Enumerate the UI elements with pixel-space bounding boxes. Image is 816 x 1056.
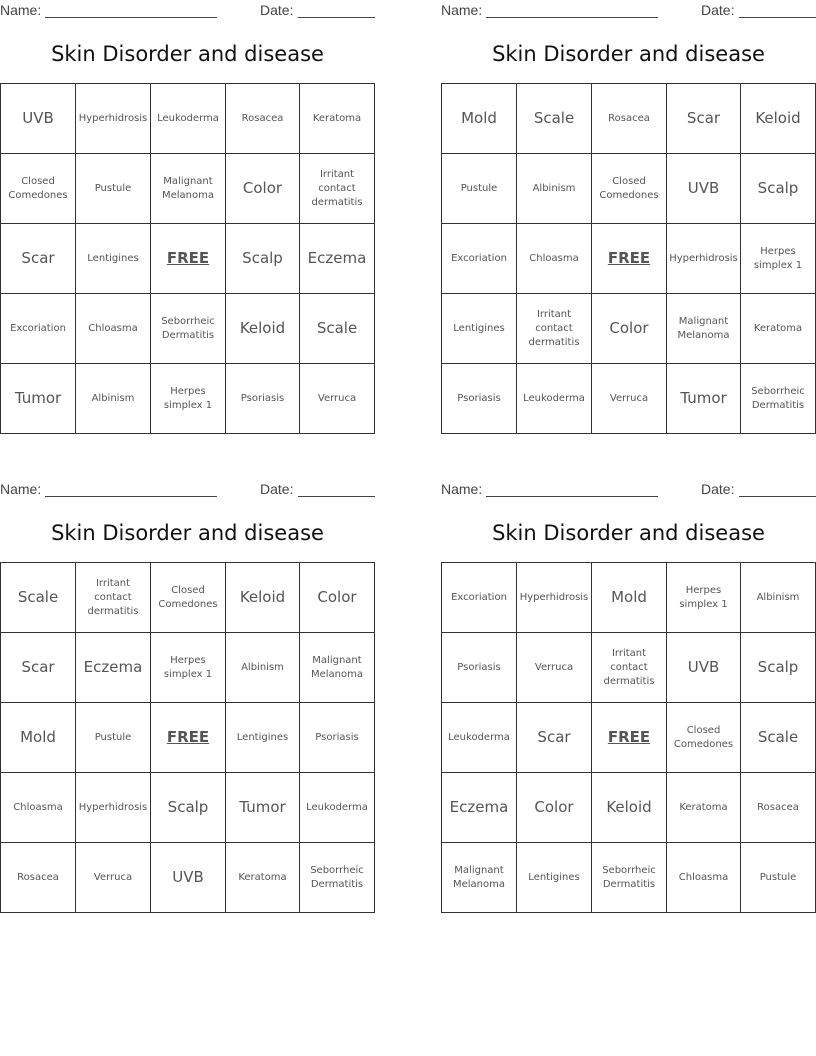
bingo-cell[interactable]: Chloasma <box>667 843 741 913</box>
bingo-cell[interactable]: Keratoma <box>226 843 300 913</box>
bingo-cell[interactable]: Scale <box>741 703 816 773</box>
bingo-cell[interactable]: Excoriation <box>1 294 76 364</box>
date-blank-line <box>739 17 816 18</box>
bingo-cell[interactable]: Psoriasis <box>226 364 300 434</box>
name-label: Name: <box>441 481 483 497</box>
bingo-cell[interactable]: Mold <box>1 703 76 773</box>
bingo-cell[interactable]: Malignant Melanoma <box>667 294 741 364</box>
bingo-cell[interactable]: Tumor <box>226 773 300 843</box>
bingo-cell[interactable]: Irritant contact dermatitis <box>517 294 592 364</box>
bingo-cell[interactable]: Keloid <box>226 563 300 633</box>
bingo-cell[interactable]: Pustule <box>76 703 151 773</box>
bingo-cell[interactable]: Keratoma <box>741 294 816 364</box>
bingo-cell[interactable]: Excoriation <box>442 224 517 294</box>
bingo-cell[interactable]: Verruca <box>592 364 667 434</box>
bingo-cell[interactable]: Keratoma <box>300 84 375 154</box>
bingo-cell[interactable]: Keratoma <box>667 773 741 843</box>
bingo-cell[interactable]: Mold <box>592 563 667 633</box>
bingo-cell[interactable]: Malignant Melanoma <box>442 843 517 913</box>
bingo-cell[interactable]: Malignant Melanoma <box>300 633 375 703</box>
date-label: Date: <box>260 481 294 497</box>
date-blank-line <box>298 496 375 497</box>
bingo-cell[interactable]: UVB <box>151 843 226 913</box>
bingo-grid <box>441 83 816 434</box>
free-space-cell[interactable]: FREE <box>151 703 226 773</box>
bingo-cell[interactable]: UVB <box>667 154 741 224</box>
bingo-cell[interactable]: Chloasma <box>76 294 151 364</box>
bingo-cell[interactable]: Rosacea <box>741 773 816 843</box>
bingo-grid <box>441 562 816 913</box>
bingo-cell[interactable]: Rosacea <box>226 84 300 154</box>
bingo-cell[interactable]: Chloasma <box>517 224 592 294</box>
bingo-cell[interactable]: Scar <box>1 224 76 294</box>
bingo-grid <box>0 83 375 434</box>
bingo-cell[interactable]: Pustule <box>442 154 517 224</box>
bingo-cell[interactable]: Herpes simplex 1 <box>667 563 741 633</box>
bingo-cell[interactable]: Psoriasis <box>442 633 517 703</box>
name-date-row <box>441 2 816 20</box>
bingo-cell[interactable]: Hyperhidrosis <box>76 773 151 843</box>
bingo-cell[interactable]: Tumor <box>1 364 76 434</box>
bingo-cell[interactable]: Psoriasis <box>300 703 375 773</box>
bingo-cell[interactable]: Herpes simplex 1 <box>151 633 226 703</box>
bingo-cell[interactable]: Scalp <box>151 773 226 843</box>
name-label: Name: <box>0 2 42 18</box>
bingo-cell[interactable]: Eczema <box>442 773 517 843</box>
bingo-cell[interactable]: Albinism <box>741 563 816 633</box>
name-blank-line <box>486 496 658 497</box>
bingo-cell[interactable]: Leukoderma <box>300 773 375 843</box>
bingo-cell[interactable]: Closed Comedones <box>592 154 667 224</box>
bingo-card-2 <box>441 0 816 440</box>
free-space-cell[interactable]: FREE <box>592 224 667 294</box>
card-title: Skin Disorder and disease <box>492 521 765 545</box>
bingo-cell[interactable]: Color <box>517 773 592 843</box>
bingo-cell[interactable]: Leukoderma <box>442 703 517 773</box>
bingo-cell[interactable]: Seborrheic Dermatitis <box>741 364 816 434</box>
bingo-cell[interactable]: Keloid <box>226 294 300 364</box>
bingo-cell[interactable]: Color <box>592 294 667 364</box>
bingo-cell[interactable]: Leukoderma <box>517 364 592 434</box>
name-blank-line <box>45 17 217 18</box>
bingo-cell[interactable]: Keloid <box>741 84 816 154</box>
bingo-cell[interactable]: Lentigines <box>442 294 517 364</box>
bingo-cell[interactable]: Psoriasis <box>442 364 517 434</box>
bingo-cell[interactable]: Tumor <box>667 364 741 434</box>
bingo-cell[interactable]: Rosacea <box>1 843 76 913</box>
bingo-cell[interactable]: Keloid <box>592 773 667 843</box>
bingo-cell[interactable]: Pustule <box>76 154 151 224</box>
bingo-cell[interactable]: Closed Comedones <box>1 154 76 224</box>
bingo-cell[interactable]: Excoriation <box>442 563 517 633</box>
free-space-cell[interactable]: FREE <box>592 703 667 773</box>
bingo-cell[interactable]: Hyperhidrosis <box>667 224 741 294</box>
name-date-row <box>441 481 816 499</box>
bingo-cell[interactable]: Hyperhidrosis <box>517 563 592 633</box>
bingo-cell[interactable]: Seborrheic Dermatitis <box>592 843 667 913</box>
bingo-cell[interactable]: Scale <box>1 563 76 633</box>
date-blank-line <box>739 496 816 497</box>
bingo-cell[interactable]: Scalp <box>741 633 816 703</box>
bingo-cell[interactable]: Irritant contact dermatitis <box>592 633 667 703</box>
card-title: Skin Disorder and disease <box>51 42 324 66</box>
bingo-cell[interactable]: Scar <box>1 633 76 703</box>
date-label: Date: <box>701 481 735 497</box>
bingo-cell[interactable]: UVB <box>1 84 76 154</box>
bingo-cell[interactable]: Leukoderma <box>151 84 226 154</box>
bingo-grid <box>0 562 375 913</box>
bingo-cell[interactable]: Scalp <box>741 154 816 224</box>
name-blank-line <box>486 17 658 18</box>
bingo-cell[interactable]: Mold <box>442 84 517 154</box>
name-label: Name: <box>441 2 483 18</box>
bingo-card-1 <box>0 0 375 440</box>
bingo-cell[interactable]: Irritant contact dermatitis <box>76 563 151 633</box>
bingo-cell[interactable]: Malignant Melanoma <box>151 154 226 224</box>
bingo-cell[interactable]: Pustule <box>741 843 816 913</box>
bingo-cell[interactable]: Seborrheic Dermatitis <box>300 843 375 913</box>
bingo-cell[interactable]: Chloasma <box>1 773 76 843</box>
bingo-cell[interactable]: Scalp <box>226 224 300 294</box>
name-date-row <box>0 2 375 20</box>
bingo-cell[interactable]: Closed Comedones <box>667 703 741 773</box>
bingo-cell[interactable]: Herpes simplex 1 <box>741 224 816 294</box>
bingo-cell[interactable]: Albinism <box>517 154 592 224</box>
name-label: Name: <box>0 481 42 497</box>
bingo-cell[interactable]: Lentigines <box>76 224 151 294</box>
date-blank-line <box>298 17 375 18</box>
bingo-cell[interactable]: Albinism <box>226 633 300 703</box>
bingo-cell[interactable]: Lentigines <box>226 703 300 773</box>
bingo-cell[interactable]: Closed Comedones <box>151 563 226 633</box>
card-title: Skin Disorder and disease <box>492 42 765 66</box>
bingo-cell[interactable]: Scale <box>517 84 592 154</box>
bingo-cell[interactable]: Verruca <box>76 843 151 913</box>
bingo-cell[interactable]: Eczema <box>76 633 151 703</box>
date-label: Date: <box>701 2 735 18</box>
bingo-cell[interactable]: Eczema <box>300 224 375 294</box>
bingo-cell[interactable]: Irritant contact dermatitis <box>300 154 375 224</box>
bingo-cell[interactable]: Scale <box>300 294 375 364</box>
bingo-cell[interactable]: Verruca <box>517 633 592 703</box>
date-label: Date: <box>260 2 294 18</box>
bingo-cell[interactable]: Color <box>300 563 375 633</box>
bingo-cell[interactable]: Lentigines <box>517 843 592 913</box>
free-space-cell[interactable]: FREE <box>151 224 226 294</box>
bingo-cell[interactable]: Hyperhidrosis <box>76 84 151 154</box>
name-date-row <box>0 481 375 499</box>
bingo-cell[interactable]: Verruca <box>300 364 375 434</box>
bingo-cell[interactable]: Albinism <box>76 364 151 434</box>
bingo-cell[interactable]: Scar <box>667 84 741 154</box>
bingo-cell[interactable]: Color <box>226 154 300 224</box>
card-title: Skin Disorder and disease <box>51 521 324 545</box>
bingo-cell[interactable]: Rosacea <box>592 84 667 154</box>
bingo-cell[interactable]: Scar <box>517 703 592 773</box>
bingo-cell[interactable]: UVB <box>667 633 741 703</box>
bingo-cell[interactable]: Seborrheic Dermatitis <box>151 294 226 364</box>
bingo-card-3 <box>0 479 375 919</box>
name-blank-line <box>45 496 217 497</box>
bingo-card-4 <box>441 479 816 919</box>
bingo-cell[interactable]: Herpes simplex 1 <box>151 364 226 434</box>
